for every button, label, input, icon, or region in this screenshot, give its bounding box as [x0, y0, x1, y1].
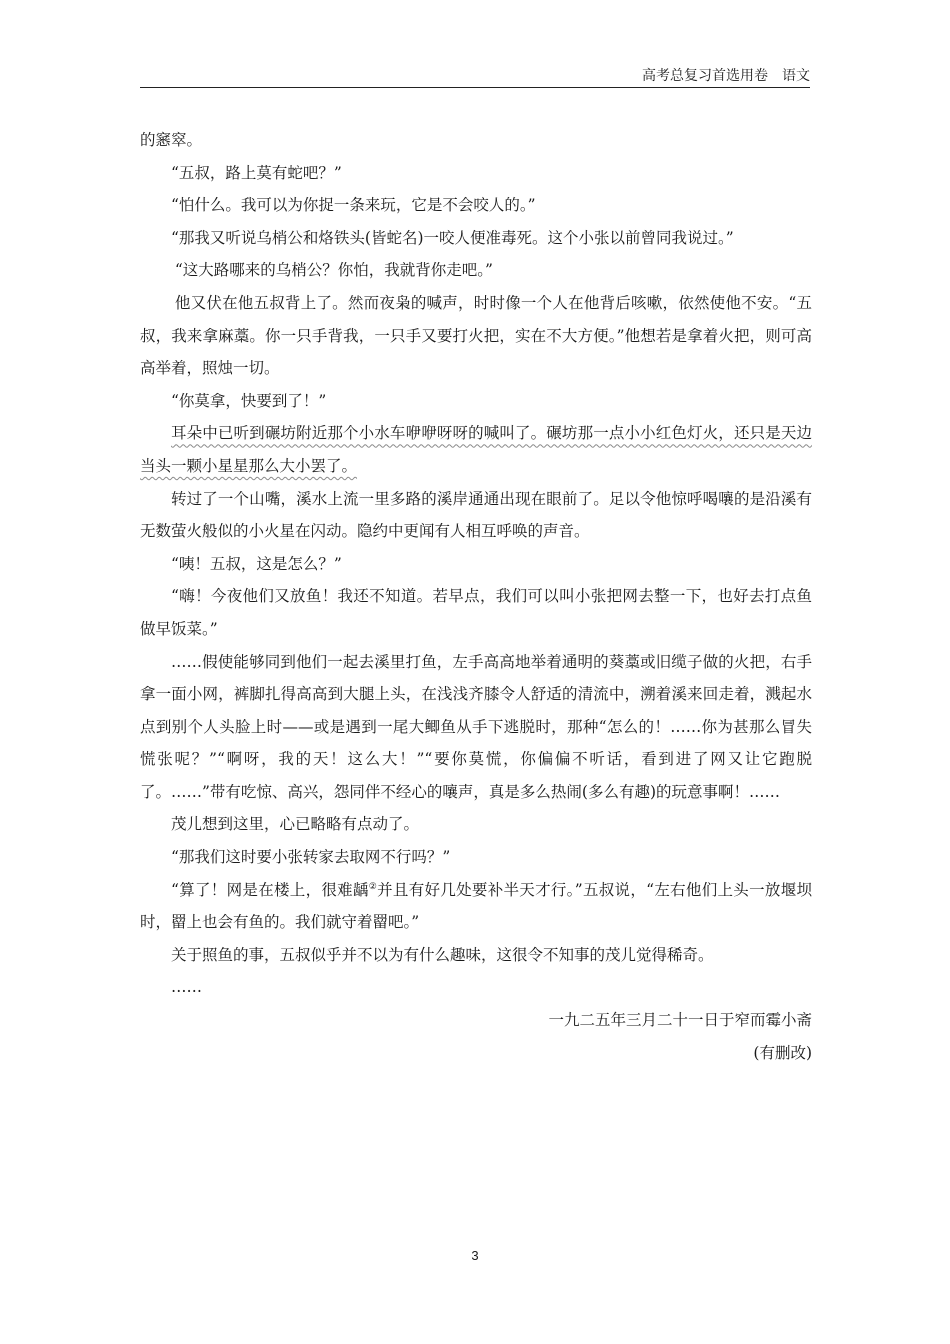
paragraph: “那我又听说乌梢公和烙铁头(皆蛇名)一咬人便准毒死。这个小张以前曾同我说过。”	[171, 228, 734, 247]
paragraph: 他又伏在他五叔背上了。然而夜枭的喊声，时时像一个人在他背后咳嗽，依然使他不安。“五叔，我来拿麻藁。你一只手背我，一只手又要打火把，实在不大方便。”他想若是拿着火把，则可高高举着，照烛一切。	[140, 293, 812, 378]
paragraph-text: “算了！网是在楼上，很难龋	[171, 880, 369, 899]
paragraph: “这大路哪来的乌梢公？你怕，我就背你走吧。”	[174, 261, 493, 280]
paragraph: “嗨！今夜他们又放鱼！我还不知道。若早点，我们可以叫小张把网去整一下，也好去打点鱼做早饭菜。”	[140, 587, 812, 638]
header-title: 高考总复习首选用卷 语文	[642, 68, 810, 84]
paragraph: 关于照鱼的事，五叔似乎并不以为有什么趣味，这很令不知事的茂儿觉得稀奇。	[171, 945, 714, 964]
underlined-paragraph: 耳朵中已听到碾坊附近那个小水车咿咿呀呀的喊叫了。碾坊那一点小小红色灯火，还只是天边当头一颗小星星那么大小罢了。	[140, 424, 812, 475]
paragraph-text: 并且有好几处要补半天才行。”五叔说，“左右他们上头一放堰坝时，罶上也会有鱼的。我们就守着罶吧。”	[140, 880, 812, 932]
ellipsis: ……	[171, 978, 202, 997]
paragraph: “咦！五叔，这是怎么？”	[171, 554, 342, 573]
date-signature: 一九二五年三月二十一日于窄而霉小斋	[548, 1011, 812, 1030]
paragraph: 的窸窣。	[140, 131, 203, 149]
paragraph: 茂儿想到这里，心已略略有点动了。	[171, 815, 420, 834]
paragraph: “怕什么。我可以为你捉一条来玩，它是不会咬人的。”	[171, 196, 536, 215]
paragraph: ……假使能够同到他们一起去溪里打鱼，左手高高地举着通明的葵藁或旧缆子做的火把，右手拿一面小网，裤脚扎得高高到大腿上头，在浅浅齐膝令人舒适的清流中，溯着溪来回走着，溅起水点到别个人头脸上时——或是遇到一尾大鲫鱼从手下逃脱时，那种“怎么的！……你为甚那么冒失慌张呢？”“啊呀，我的天！这么大！”“要你莫慌，你偏偏不听话，看到进了网又让它跑脱了。……”带有吃惊、高兴，怨同伴不经心的嚷声，真是多么热闹(多么有趣)的玩意事啊！……	[140, 652, 812, 801]
paragraph	[140, 874, 812, 939]
paragraph: 转过了一个山嘴，溪水上流一里多路的溪岸通通出现在眼前了。足以令他惊呼喝嚷的是沿溪有无数萤火般似的小火星在闪动。隐约中更闻有人相互呼唤的声音。	[140, 489, 812, 541]
footnote-marker: ②	[368, 881, 378, 892]
page-number: 3	[471, 1248, 479, 1263]
page-header	[140, 66, 810, 88]
edit-note: (有删改)	[753, 1043, 812, 1062]
paragraph: “五叔，路上莫有蛇吧？”	[171, 163, 342, 182]
paragraph: “你莫拿，快要到了！”	[171, 391, 327, 410]
paragraph: “那我们这时要小张转家去取网不行吗？”	[171, 848, 451, 867]
article-body	[140, 124, 812, 1069]
